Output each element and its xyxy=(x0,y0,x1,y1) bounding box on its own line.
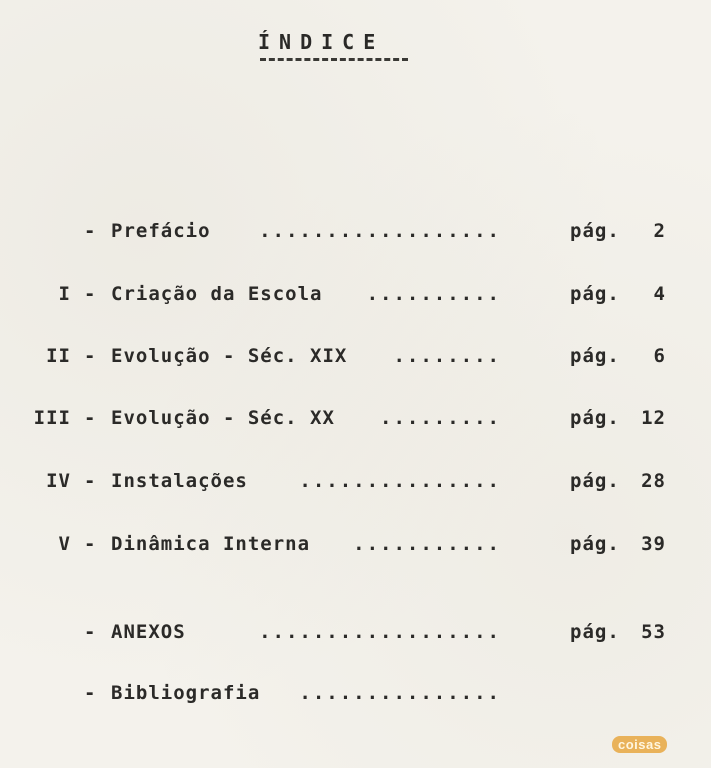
entry-dash: - xyxy=(84,345,97,367)
index-entry-dinamica xyxy=(0,533,711,563)
index-entry-anexos xyxy=(0,621,711,651)
entry-leader-dots: ........... xyxy=(353,533,501,555)
entry-label: Bibliografia xyxy=(111,682,261,704)
index-entry-prefacio xyxy=(0,220,711,250)
entry-dash: - xyxy=(84,220,97,242)
entry-label: Evolução - Séc. XX xyxy=(111,407,335,429)
entry-page-number: 28 xyxy=(641,470,666,492)
entry-dash: - xyxy=(84,470,97,492)
index-entry-instalacoes xyxy=(0,470,711,500)
watermark-logo: coisas xyxy=(612,736,667,753)
entry-dash: - xyxy=(84,407,97,429)
entry-label: Prefácio xyxy=(111,220,211,242)
entry-dash: - xyxy=(84,682,97,704)
entry-leader-dots: ............... xyxy=(299,470,501,492)
entry-pag-label: pág. xyxy=(570,470,620,492)
entry-page-number: 6 xyxy=(653,345,666,367)
entry-label: Dinâmica Interna xyxy=(111,533,311,555)
entry-page-number: 4 xyxy=(653,283,666,305)
entry-leader-dots: .................. xyxy=(259,621,501,643)
entry-number: V xyxy=(58,533,71,555)
entry-label: Instalações xyxy=(111,470,248,492)
entry-page-number: 12 xyxy=(641,407,666,429)
entry-page-number: 53 xyxy=(641,621,666,643)
entry-label: Evolução - Séc. XIX xyxy=(111,345,348,367)
entry-page-number: 2 xyxy=(653,220,666,242)
index-entry-criacao xyxy=(0,283,711,313)
entry-leader-dots: .......... xyxy=(366,283,501,305)
entry-pag-label: pág. xyxy=(570,283,620,305)
title-underline xyxy=(260,58,408,61)
entry-number: IV xyxy=(46,470,71,492)
entry-number: II xyxy=(46,345,71,367)
entry-page-number: 39 xyxy=(641,533,666,555)
entry-dash: - xyxy=(84,533,97,555)
entry-leader-dots: ......... xyxy=(380,407,501,429)
entry-pag-label: pág. xyxy=(570,407,620,429)
entry-number: III xyxy=(33,407,71,429)
entry-label: ANEXOS xyxy=(111,621,186,643)
entry-label: Criação da Escola xyxy=(111,283,323,305)
entry-pag-label: pág. xyxy=(570,621,620,643)
index-entry-bibliografia xyxy=(0,682,711,712)
entry-leader-dots: .................. xyxy=(259,220,501,242)
entry-dash: - xyxy=(84,283,97,305)
index-entry-evolucao-xx xyxy=(0,407,711,437)
entry-pag-label: pág. xyxy=(570,533,620,555)
entry-pag-label: pág. xyxy=(570,345,620,367)
entry-leader-dots: ........ xyxy=(393,345,501,367)
entry-leader-dots: ............... xyxy=(299,682,501,704)
entry-number: I xyxy=(58,283,71,305)
index-title: ÍNDICE xyxy=(258,30,385,54)
entry-pag-label: pág. xyxy=(570,220,620,242)
index-entry-evolucao-xix xyxy=(0,345,711,375)
entry-dash: - xyxy=(84,621,97,643)
